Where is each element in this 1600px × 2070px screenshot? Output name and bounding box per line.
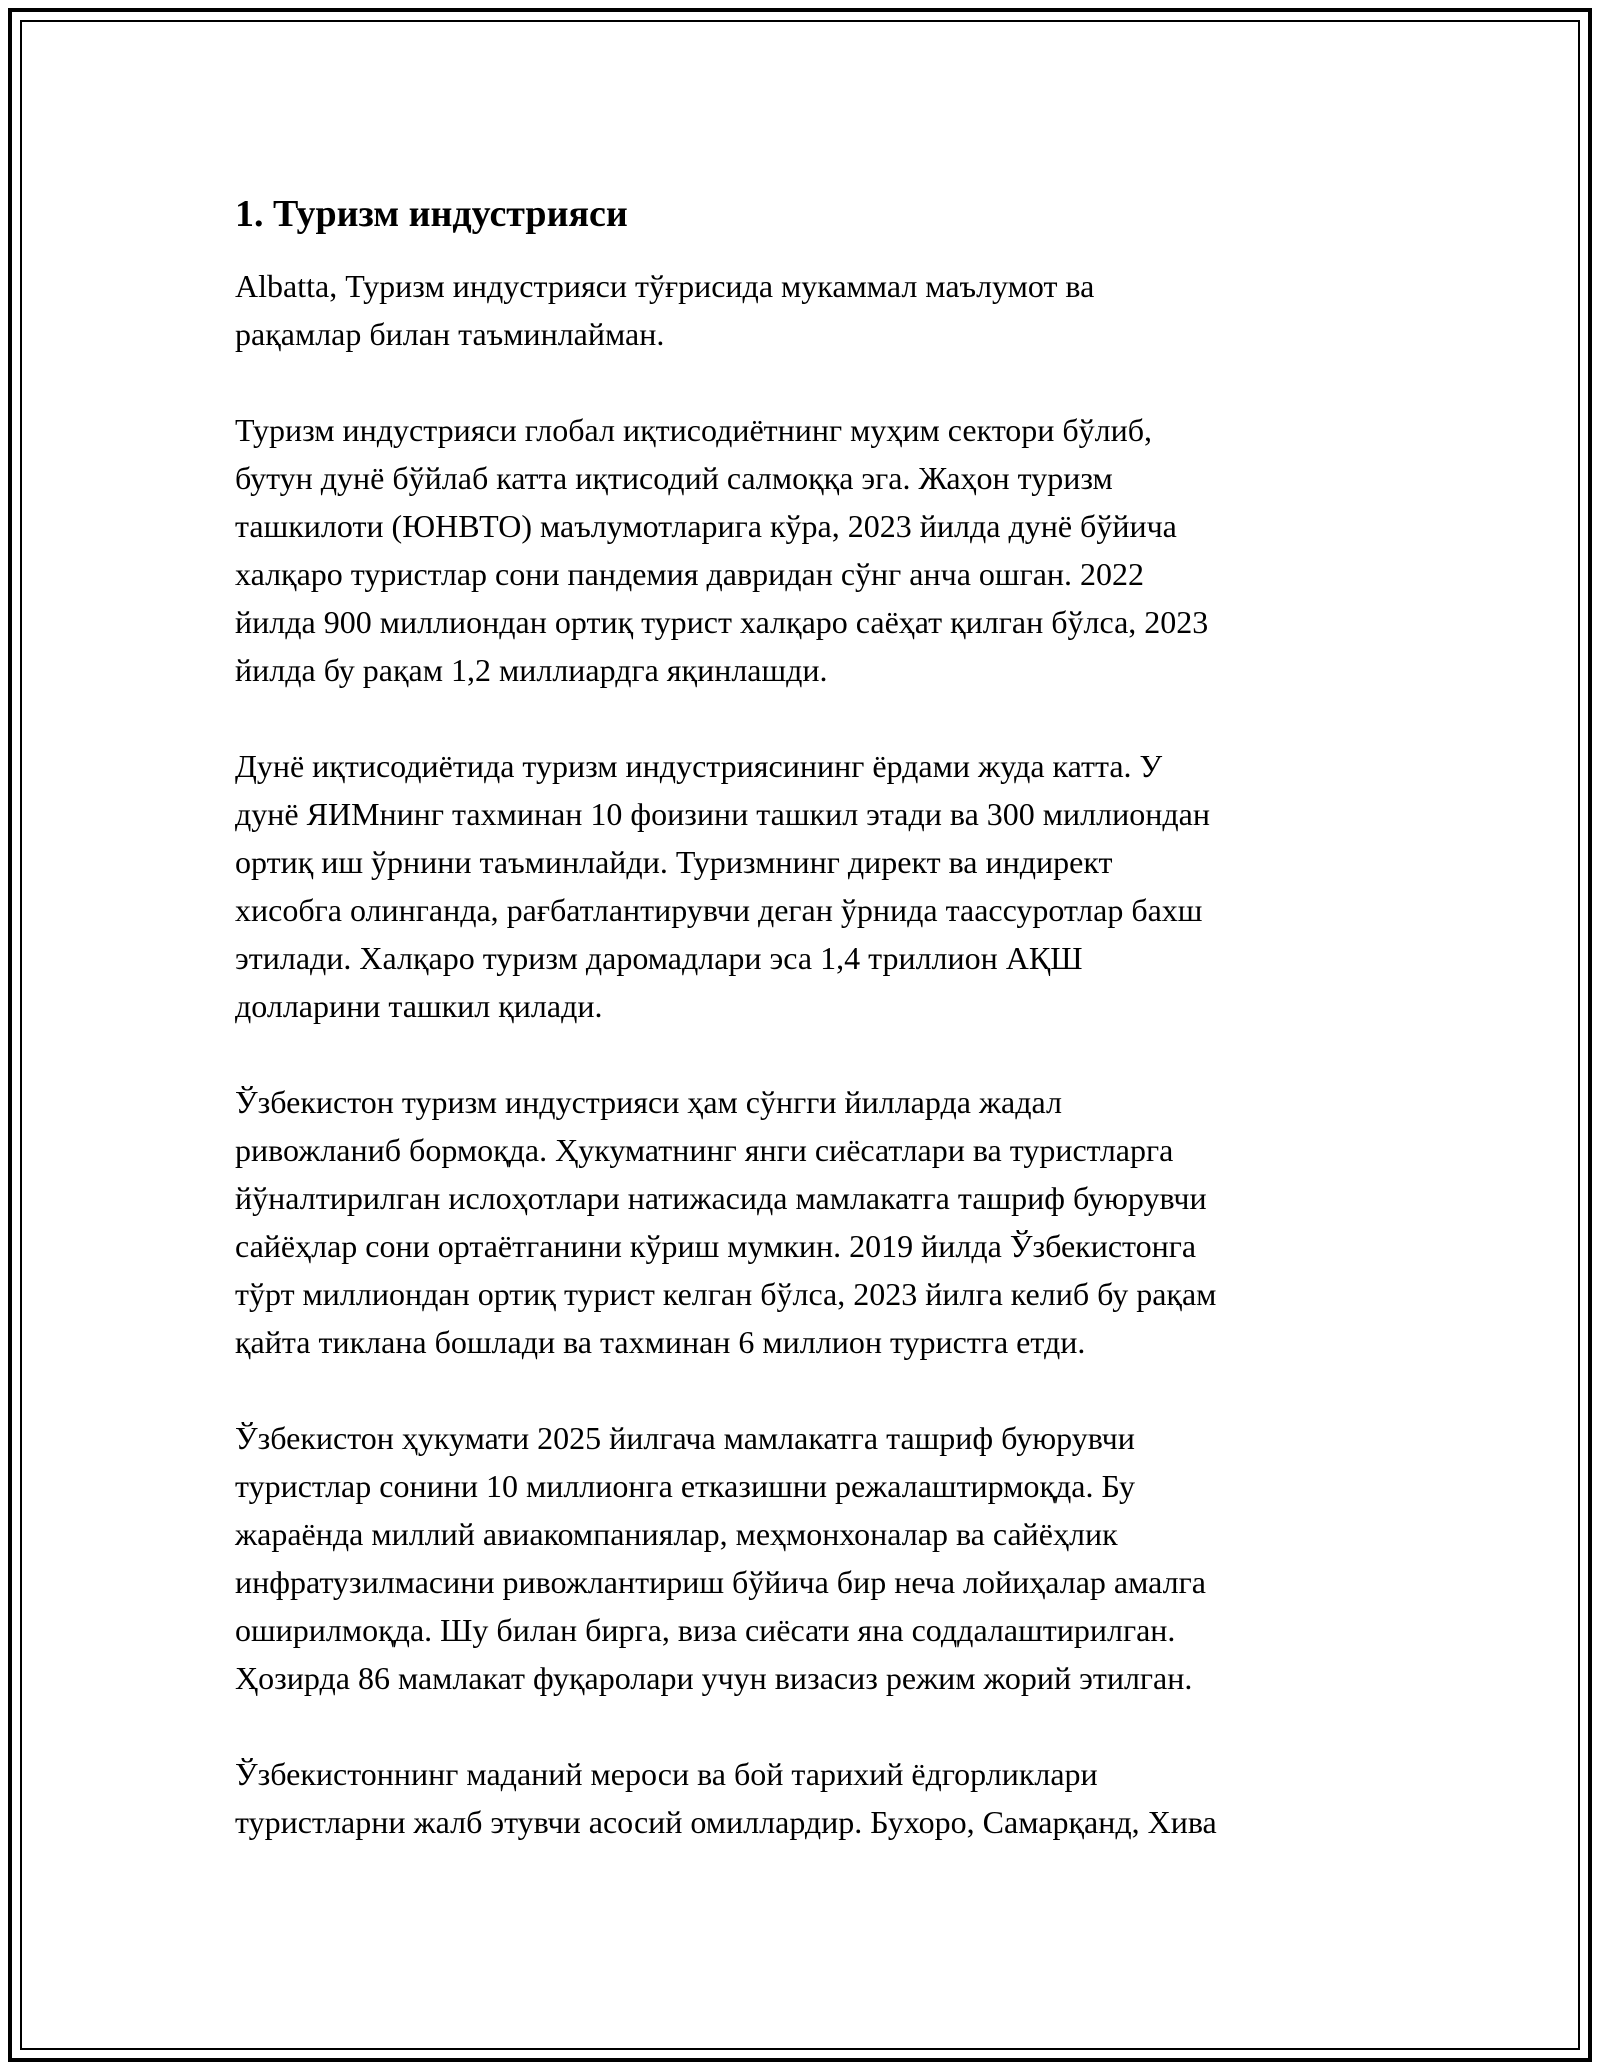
text-line: туристларни жалб этувчи асосий омиллардир. Бухоро, Самарқанд, Хива: [235, 1804, 1217, 1840]
text-line: жараёнда миллий авиакомпаниялар, меҳмонхоналар ва сайёҳлик: [235, 1516, 1118, 1552]
text-line: йилда 900 миллиондан ортиқ турист халқаро саёҳат қилган бўлса, 2023: [235, 604, 1209, 640]
text-line: Albatta, Туризм индустрияси тўғрисида мукаммал маълумот ва: [235, 268, 1095, 304]
section-heading: 1. Туризм индустрияси: [235, 193, 628, 235]
text-line: Ҳозирда 86 мамлакат фуқаролари учун визасиз режим жорий этилган.: [235, 1660, 1193, 1696]
text-line: ташкилоти (ЮНВТО) маълумотларига кўра, 2023 йилда дунё бўйича: [235, 508, 1177, 544]
text-line: бутун дунё бўйлаб катта иқтисодий салмоққа эга. Жаҳон туризм: [235, 460, 1113, 496]
text-line: туристлар сонини 10 миллионга етказишни режалаштирмоқда. Бу: [235, 1468, 1136, 1504]
text-line: қайта тиклана бошлади ва тахминан 6 миллион туристга етди.: [235, 1324, 1086, 1360]
paragraph-global-tourism: [235, 406, 1375, 694]
text-line: Туризм индустрияси глобал иқтисодиётнинг муҳим сектори бўлиб,: [235, 412, 1153, 448]
paragraph-cultural-heritage: [235, 1750, 1375, 1846]
text-line: Ўзбекистоннинг маданий мероси ва бой тарихий ёдгорликлари: [235, 1756, 1098, 1792]
text-line: долларини ташкил қилади.: [235, 988, 603, 1024]
text-line: Ўзбекистон ҳукумати 2025 йилгача мамлакатга ташриф буюрувчи: [235, 1420, 1135, 1456]
text-line: йилда бу рақам 1,2 миллиардга яқинлашди.: [235, 652, 828, 688]
text-line: ортиқ иш ўрнини таъминлайди. Туризмнинг директ ва индирект: [235, 844, 1113, 880]
text-line: хисобга олинганда, рағбатлантирувчи деган ўрнида таассуротлар бахш: [235, 892, 1203, 928]
document-body: [235, 190, 1375, 1894]
text-line: рақамлар билан таъминлайман.: [235, 316, 665, 352]
text-line: ривожланиб бормоқда. Ҳукуматнинг янги сиёсатлари ва туристларга: [235, 1132, 1174, 1168]
text-line: йўналтирилган ислоҳотлари натижасида мамлакатга ташриф буюрувчи: [235, 1180, 1207, 1216]
text-line: инфратузилмасини ривожлантириш бўйича бир неча лойиҳалар амалга: [235, 1564, 1206, 1600]
text-line: Дунё иқтисодиётида туризм индустриясининг ёрдами жуда катта. У: [235, 748, 1163, 784]
text-line: дунё ЯИМнинг тахминан 10 фоизини ташкил этади ва 300 миллиондан: [235, 796, 1210, 832]
text-line: сайёҳлар сони ортаётганини кўриш мумкин. 2019 йилда Ўзбекистонга: [235, 1228, 1197, 1264]
paragraph-world-economy: [235, 742, 1375, 1030]
text-line: оширилмоқда. Шу билан бирга, виза сиёсати яна соддалаштирилган.: [235, 1612, 1176, 1648]
paragraph-government-plans: [235, 1414, 1375, 1702]
paragraph-uzbekistan-growth: [235, 1078, 1375, 1366]
text-line: этилади. Халқаро туризм даромадлари эса 1,4 триллион АҚШ: [235, 940, 1083, 976]
paragraph-intro: [235, 262, 1375, 358]
text-line: Ўзбекистон туризм индустрияси ҳам сўнгги йилларда жадал: [235, 1084, 1062, 1120]
text-line: халқаро туристлар сони пандемия давридан сўнг анча ошган. 2022: [235, 556, 1145, 592]
text-line: тўрт миллиондан ортиқ турист келган бўлса, 2023 йилга келиб бу рақам: [235, 1276, 1217, 1312]
